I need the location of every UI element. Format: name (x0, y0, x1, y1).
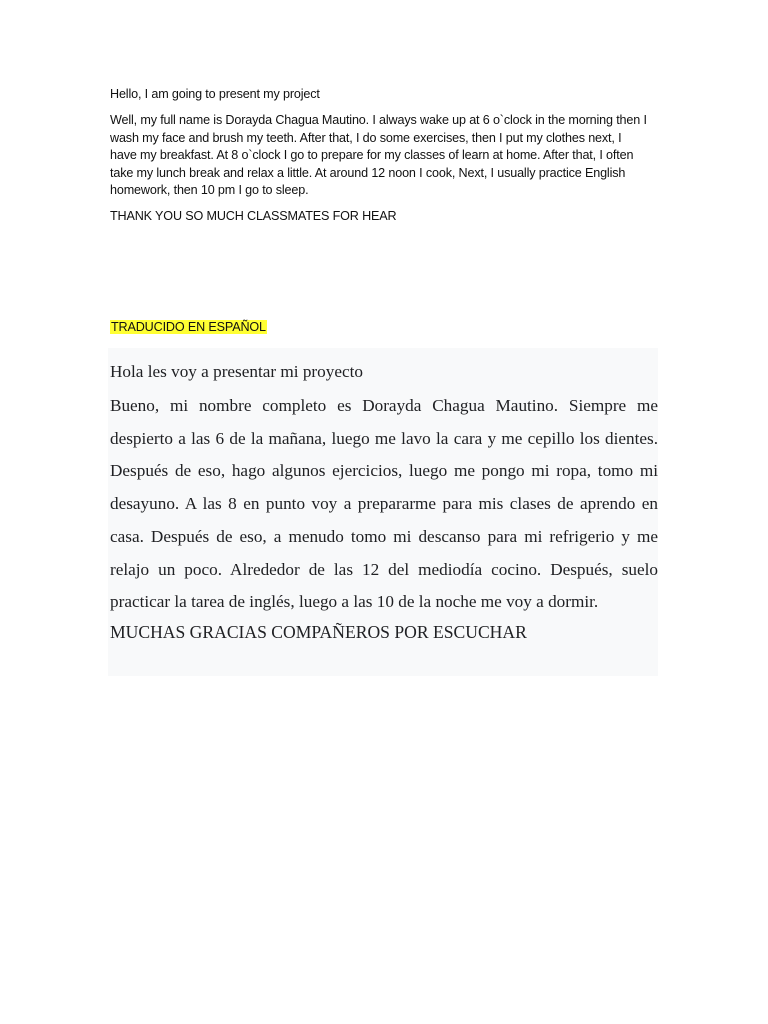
english-body: Well, my full name is Dorayda Chagua Mautino. I always wake up at 6 o`clock in the morning then I wash my face and brush my teeth. After that, I do some exercises, then I put my clothes next, I have my breakfast. At 8 o`clock I go to prepare for my classes of learn at home. After that, I often take my lunch break and relax a little. At around 12 noon I cook, Next, I usually practice English homework, then 10 pm I go to sleep. (110, 113, 647, 198)
english-thanks: THANK YOU SO MUCH CLASSMATES FOR HEAR (110, 209, 397, 224)
translation-heading-text: TRADUCIDO EN ESPAÑOL (111, 320, 266, 334)
translation-heading (110, 319, 267, 336)
spanish-section (110, 360, 658, 645)
spanish-intro: Hola les voy a presentar mi proyecto (110, 362, 363, 381)
spanish-body: Bueno, mi nombre completo es Dorayda Chagua Mautino. Siempre me despierto a las 6 de la mañana, luego me lavo la cara y me cepillo los dientes. Después de eso, hago algunos ejercicios, luego me pongo mi ropa, tomo mi desayuno. A las 8 en punto voy a prepararme para mis clases de aprendo en casa. Después de eso, a menudo tomo mi descanso para mi refrigerio y me relajo un poco. Alrededor de las 12 del mediodía cocino. Después, suelo practicar la tarea de inglés, luego a las 10 de la noche me voy a dormir. (110, 396, 658, 612)
english-intro: Hello, I am going to present my project (110, 87, 320, 101)
english-section (110, 86, 650, 235)
spanish-thanks: MUCHAS GRACIAS COMPAÑEROS POR ESCUCHAR (110, 621, 527, 642)
